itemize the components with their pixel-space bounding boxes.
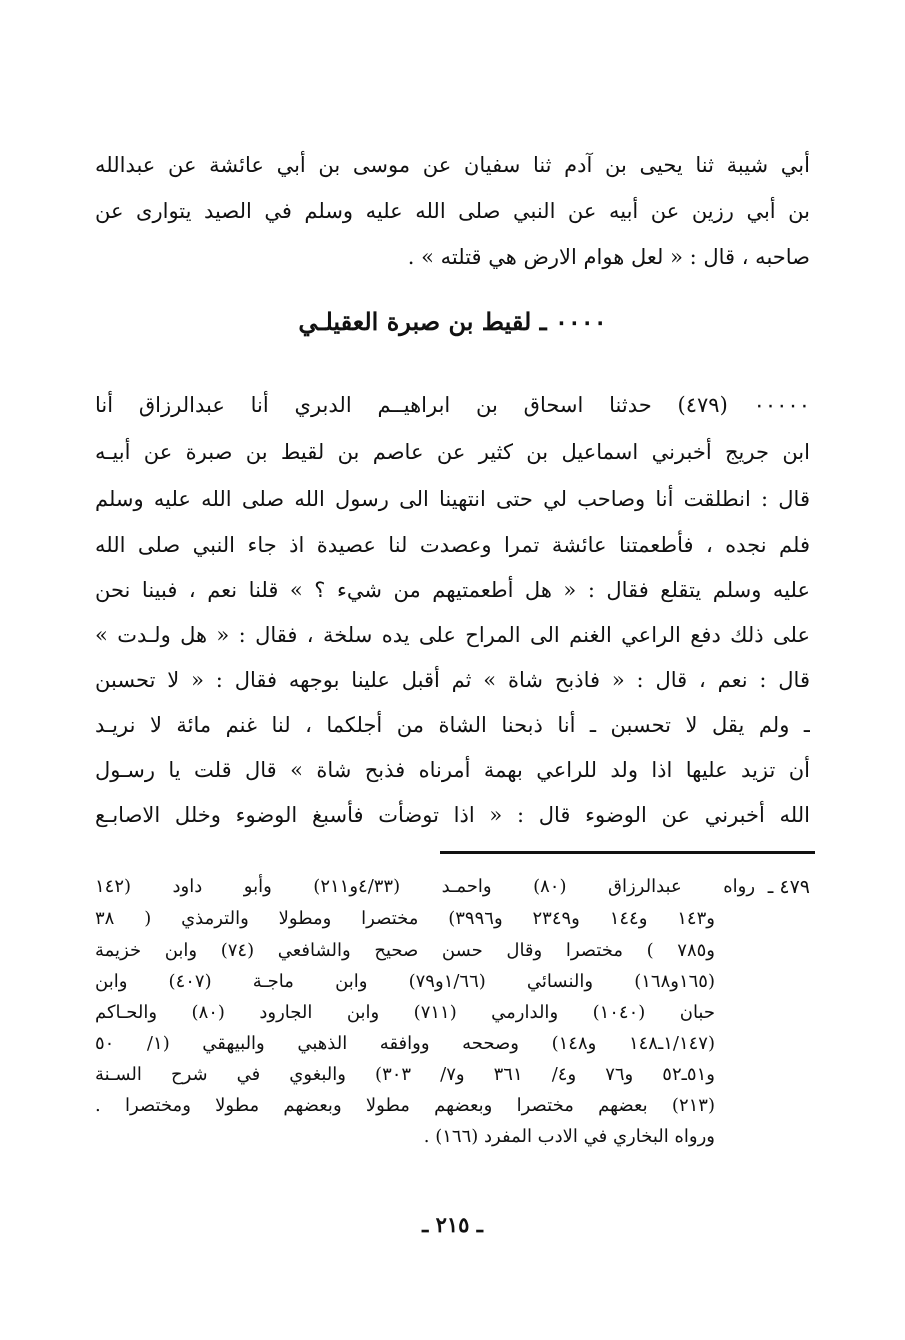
hadith-line-3: قال : انطلقت أنا وصاحب لي حتى انتهينا الى رسول الله صلى الله عليه وسلم (95, 487, 810, 511)
hadith-line-2: ابن جريج أخبرني اسماعيل بن كثير عن عاصم بن لقيط بن صبرة عن أبيـه (95, 440, 810, 464)
hadith-line-8: ـ ولم يقل لا تحسبن ـ أنا ذبحنا الشاة من أجلكما ، لنا غنم مائة لا نريـد (95, 713, 810, 737)
footnote-line-6: (١/١٤٧ـ١٤٨ و١٤٨) وصححه ووافقه الذهبي والبيهقي (١/ ٥٠ (95, 1033, 715, 1054)
section-title: ٠٠٠٠ ـ لقيط بن صبرة العقيلـي (298, 307, 607, 336)
footnote-separator (440, 851, 815, 854)
footnote-line-1: رواه عبدالرزاق (٨٠) واحمـد (٤/٣٣و٢١١) وأبو داود (١٤٢ (95, 876, 755, 897)
footnote-line-5: حبان (١٠٤٠) والدارمي (٧١١) وابن الجارود (٨٠) والحـاكم (95, 1002, 715, 1023)
hadith-line-1: ٠٠٠٠٠ (٤٧٩) حدثنا اسحاق بن ابراهيــم الدبري أنا عبدالرزاق أنا (95, 393, 810, 417)
footnote-line-3: و٧٨٥ ) مختصرا وقال حسن صحيح والشافعي (٧٤) وابن خزيمة (95, 940, 715, 961)
footnote-line-8: (٢١٣) بعضهم مختصرا وبعضهم مطولا وبعضهم مطولا ومختصرا . (95, 1095, 715, 1116)
hadith-line-9: أن تزيد عليها اذا ولد للراعي بهمة أمرناه فذبح شاة » قال قلت يا رسـول (95, 758, 810, 782)
page-number: ـ ٢١٥ ـ (422, 1212, 483, 1237)
hadith-line-4: فلم نجده ، فأطعمتنا عائشة تمرا وعصدت لنا عصيدة اذ جاء النبي صلى الله (95, 533, 810, 557)
footnote-line-7: و٥١ـ٥٢ و٧٦ و٤/ ٣٦١ و٧/ ٣٠٣) والبغوي في شرح السـنة (95, 1064, 715, 1085)
footnote-line-9: ورواه البخاري في الادب المفرد (١٦٦) . (423, 1126, 715, 1147)
hadith-line-5: عليه وسلم يتقلع فقال : « هل أطعمتيهم من شيء ؟ » قلنا نعم ، فبينا نحن (95, 578, 810, 602)
hadith-line-6: على ذلك دفع الراعي الغنم الى المراح على يده سلخة ، فقال : « هل ولـدت » (95, 623, 810, 647)
footnote-line-2: و١٤٣ و١٤٤ و٢٣٤٩ و٣٩٩٦) مختصرا ومطولا والترمذي ( ٣٨ (95, 908, 715, 929)
top-paragraph-line-1: أبي شيبة ثنا يحيى بن آدم ثنا سفيان عن موسى بن أبي عائشة عن عبدالله (95, 153, 810, 177)
top-paragraph-line-2: بن أبي رزين عن أبيه عن النبي صلى الله عليه وسلم في الصيد يتوارى عن (95, 199, 810, 223)
footnote-line-4: (١٦٥و١٦٨) والنسائي (١/٦٦و٧٩) وابن ماجـة (٤٠٧) وابن (95, 971, 715, 992)
top-paragraph-line-3: صاحبه ، قال : « لعل هوام الارض هي قتلته » . (407, 245, 810, 269)
footnote-number: ٤٧٩ ـ (767, 876, 810, 898)
hadith-line-10: الله أخبرني عن الوضوء قال : « اذا توضأت فأسبغ الوضوء وخلل الاصابـع (95, 803, 810, 827)
hadith-line-7: قال : نعم ، قال : « فاذبح شاة » ثم أقبل علينا بوجهه فقال : « لا تحسبن (95, 668, 810, 692)
